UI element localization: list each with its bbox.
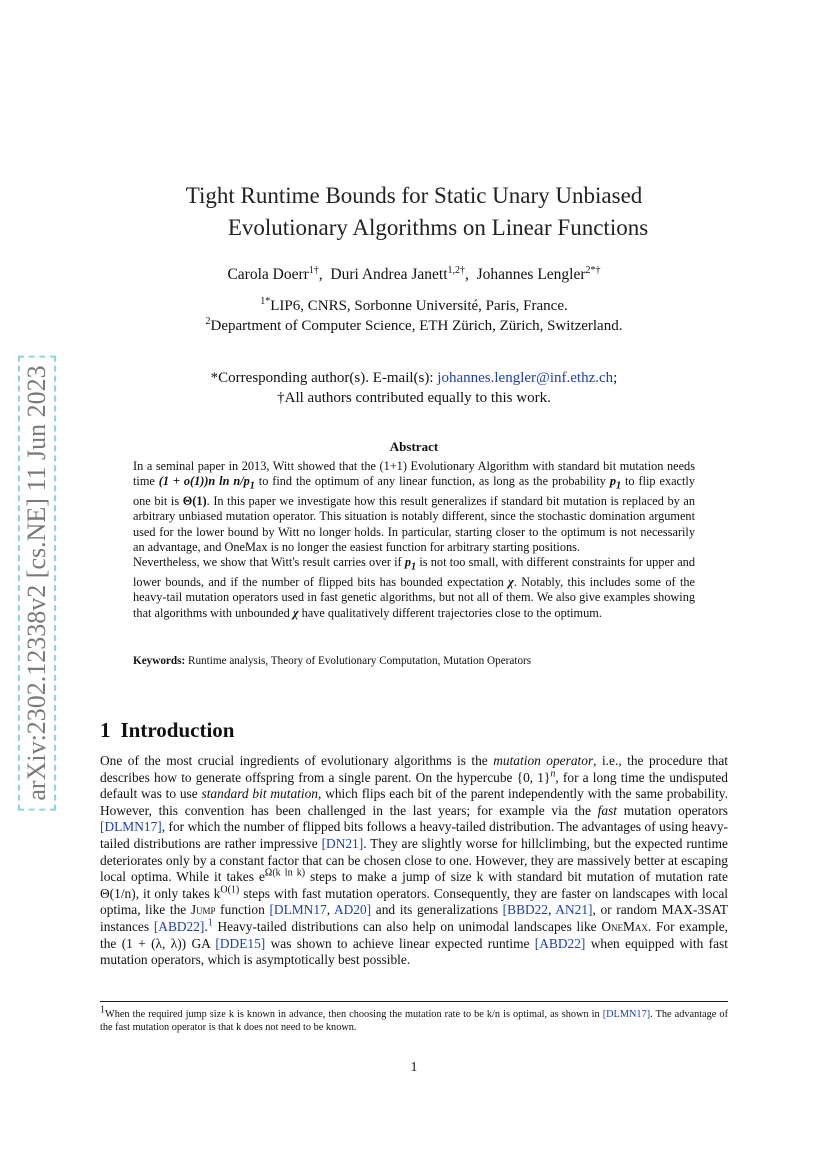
abstract-body — [133, 459, 695, 621]
keywords — [133, 655, 733, 667]
author-2: Duri Andrea Janett — [330, 266, 448, 283]
correspondence — [0, 368, 828, 408]
abstract-text: to find the optimum of any linear function, as long as the probability — [254, 474, 610, 489]
math-sub: 1 — [615, 480, 622, 492]
math-chi: χ — [508, 574, 514, 589]
abstract-heading: Abstract — [389, 439, 439, 454]
affiliation-1-mark: 1* — [260, 296, 271, 307]
body-text: , i.e., the procedure that describes how to generate offspring from a single parent. On the hypercube {0, 1} — [100, 753, 729, 785]
affiliation-2-text: Department of Computer Science, ETH Zürich, Zürich, Switzerland. — [210, 318, 623, 334]
equal-contribution-note: †All authors contributed equally to this work. — [277, 390, 551, 406]
math-expr — [609, 474, 622, 492]
abstract-text: . In this paper we investigate how this result generalizes if standard bit mutation is replaced by an arbitrary unbiased mutation operator. This situation is notably different, since the stochastic domination argument used for the lower bound by Witt no longer holds. In particular, starting closer to the optimum is not necessarily an advantage, and OneMax is no longer the easiest function for arbitrary starting positions. — [133, 494, 695, 554]
affiliations — [0, 296, 828, 336]
affiliation-1-text: LIP6, CNRS, Sorbonne Université, Paris, France. — [270, 298, 568, 314]
body-text: One of the most crucial ingredients of evolutionary algorithms is the — [100, 753, 494, 768]
affiliation-2-mark: 2 — [205, 316, 211, 327]
paper-title — [0, 180, 828, 244]
body-text: , or random MAX-3SAT instances — [100, 902, 728, 934]
math-sup: Ω(k ln k) — [264, 867, 306, 879]
author-3-marks: 2*† — [585, 264, 601, 276]
citation-link[interactable]: [ABD22] — [153, 918, 205, 934]
body-text: steps with fast mutation operators. Consequently, they are faster on landscapes with local optima, like the — [100, 885, 728, 918]
body-emphasis: mutation operator — [493, 753, 594, 768]
title-line-1: Tight Runtime Bounds for Static Unary Unbiased — [185, 183, 643, 208]
math-sup: n — [550, 768, 556, 780]
affiliation-1 — [0, 296, 828, 316]
math-expr — [404, 555, 417, 573]
section-heading — [100, 718, 234, 743]
page-number: 1 — [410, 1059, 418, 1074]
footnote-rule — [100, 1001, 728, 1002]
body-text: was shown to achieve linear expected runtime — [265, 935, 535, 951]
abstract-text: Nevertheless, we show that Witt's result carries over if — [133, 555, 405, 570]
body-emphasis: fast — [597, 802, 618, 818]
body-text: , which flips each bit of the parent independently with the same probability. However, this convention has been challenged in the last years; for example via the — [100, 786, 728, 818]
citation-link[interactable]: [ABD22] — [534, 935, 586, 951]
body-emphasis: standard bit mutation — [201, 786, 318, 802]
math-runtime: (1 + o(1))n ln n/p — [158, 474, 250, 489]
math-sup: O(1) — [220, 884, 240, 896]
keywords-text: Runtime analysis, Theory of Evolutionary Computation, Mutation Operators — [185, 655, 532, 667]
citation-link[interactable]: AN21] — [555, 902, 593, 918]
function-name: Jump — [190, 902, 216, 918]
body-text: , for a long time the undisputed default was to use — [100, 769, 728, 802]
math-p: p — [609, 474, 616, 489]
abstract-paragraph-1 — [133, 459, 695, 555]
citation-link[interactable]: [DN21] — [321, 835, 364, 851]
body-text: and its generalizations — [371, 902, 503, 918]
footnote-mark: 1 — [100, 1004, 105, 1016]
math-p: p — [404, 555, 412, 570]
corresponding-prefix: *Corresponding author(s). E-mail(s): — [210, 370, 438, 386]
citation-separator: , — [326, 902, 334, 918]
author-1: Carola Doerr — [227, 266, 309, 283]
abstract-text: . Notably, this includes some of the heavy-tail mutation operators used in fast genetic algorithms, but not all of them. We also give examples showing that algorithms with unbounded — [133, 574, 695, 620]
section-title: Introduction — [120, 718, 235, 742]
citation-link[interactable]: [DLMN17] — [100, 819, 162, 835]
corresponding-suffix: ; — [613, 370, 618, 386]
footnote-text: When the required jump size k is known in advance, then choosing the mutation rate to be k/n is optimal, as shown in — [105, 1009, 603, 1020]
section-number: 1 — [100, 718, 111, 742]
corresponding-email-link[interactable]: johannes.lengler@inf.ethz.ch — [437, 370, 614, 386]
abstract-text: In a seminal paper in 2013, Witt showed that the (1+1) Evolutionary Algorithm with standard bit mutation needs time — [133, 459, 695, 489]
footnote-text: . The advantage of the fast mutation operator is that k does not need to be known. — [100, 1009, 728, 1033]
citation-link[interactable]: [BBD22 — [502, 902, 549, 918]
body-text: , for which the number of flipped bits follows a heavy-tailed distribution. The advantages of using heavy-tailed distributions are rather impressive — [100, 819, 728, 851]
intro-paragraph: One of the most crucial ingredients of evolutionary algorithms is the mutation operator, i.e., the procedure that describes how to generate offspring from a single parent. On the hypercube {0, 1}$^n$, for a long time the undisputed default was to use standard bit mutation, which flips each bit of the parent independently with the same probability. However, this convention has been challenged in the last years; for example via the fast mutation operators [DLMN17], for which the number of flipped bits follows a heavy-tailed distribution. The advantages of using heavy-tailed distributions are rather impressive [DN21]. They are slightly worse for hillclimbing, but the expected runtime deteriorates only by a constant factor that can be chosen close to one. However, they are massively better at escaping local optima. While it takes $e^{\Omega(k ln k)}$ steps to make a jump of size k with standard bit mutation of mutation rate Θ(1/n), it only takes $k^{O(1)}$ steps with fast mutation operators. Consequently, they are faster on landscapes with local optima, like the Jump function [DLMN17, AD20] and its generalizations [BBD22, AN21], or random MAX-3SAT instances [ABD22].$^1$ Heavy-tailed distributions can also help on unimodal landscapes like OneMax. For example, the (1 + (λ, λ)) GA [DDE15] was shown to achieve linear expected runtime [ABD22] when equipped with fast mutation operators, which is asymptotically best possible. — [100, 753, 729, 968]
title-line-2: Evolutionary Algorithms on Linear Functions — [227, 215, 649, 240]
footnote — [100, 1004, 728, 1034]
citation-link[interactable]: AD20] — [333, 902, 372, 918]
citation-separator: , — [548, 902, 556, 918]
body-text: when equipped with fast mutation operators, which is asymptotically best possible. — [100, 935, 728, 968]
function-name: OneMax — [601, 918, 648, 934]
math-sub: 1 — [411, 561, 417, 573]
author-1-marks: 1† — [308, 264, 319, 276]
affiliation-2 — [0, 316, 828, 336]
body-text: . For example, the (1 + (λ, λ)) GA — [100, 918, 728, 951]
citation-link[interactable]: [DLMN17 — [269, 902, 327, 918]
body-text: function — [215, 902, 270, 918]
keywords-label: Keywords: — [133, 655, 186, 667]
author-list: Carola Doerr$^{1\dagger}$, Duri Andrea Janett$^{1,2\dagger}$, Johannes Lengler$^{2*\dagger}$ — [227, 264, 601, 283]
math-theta: Θ(1) — [182, 494, 207, 509]
body-text: steps to make a jump of size k with standard bit mutation of mutation rate Θ(1/n), it only takes k — [100, 869, 728, 901]
citation-link[interactable]: [DLMN17] — [602, 1009, 651, 1020]
abstract-text: to flip exactly one bit is — [133, 474, 695, 509]
arxiv-id[interactable]: arXiv:2302.12338v2 [cs.NE] 11 Jun 2023 — [18, 355, 56, 810]
abstract-text: have qualitatively different trajectories close to the optimum. — [298, 605, 602, 620]
abstract-paragraph-2 — [133, 555, 695, 621]
body-text: Heavy-tailed distributions can also help on unimodal landscapes like — [212, 918, 602, 934]
body-text: . They are slightly worse for hillclimbing, but the expected runtime deteriorates only by a constant factor that can be chosen close to one. However, they are massively better at escaping local optima. While it takes e — [100, 835, 728, 885]
math-chi: χ — [292, 605, 299, 620]
math-expr — [158, 474, 255, 492]
body-text: mutation operators — [617, 802, 728, 818]
arxiv-sidebar-stamp — [12, 338, 62, 828]
math-sub: 1 — [249, 480, 255, 492]
author-3: Johannes Lengler — [476, 266, 586, 283]
citation-link[interactable]: [DDE15] — [215, 935, 266, 951]
footnote-ref-link[interactable]: 1 — [207, 917, 213, 929]
author-2-marks: 1,2† — [447, 264, 465, 276]
abstract-text: is not too small, with different constraints for upper and lower bounds, and if the number of flipped bits has bounded expectation — [133, 555, 695, 589]
